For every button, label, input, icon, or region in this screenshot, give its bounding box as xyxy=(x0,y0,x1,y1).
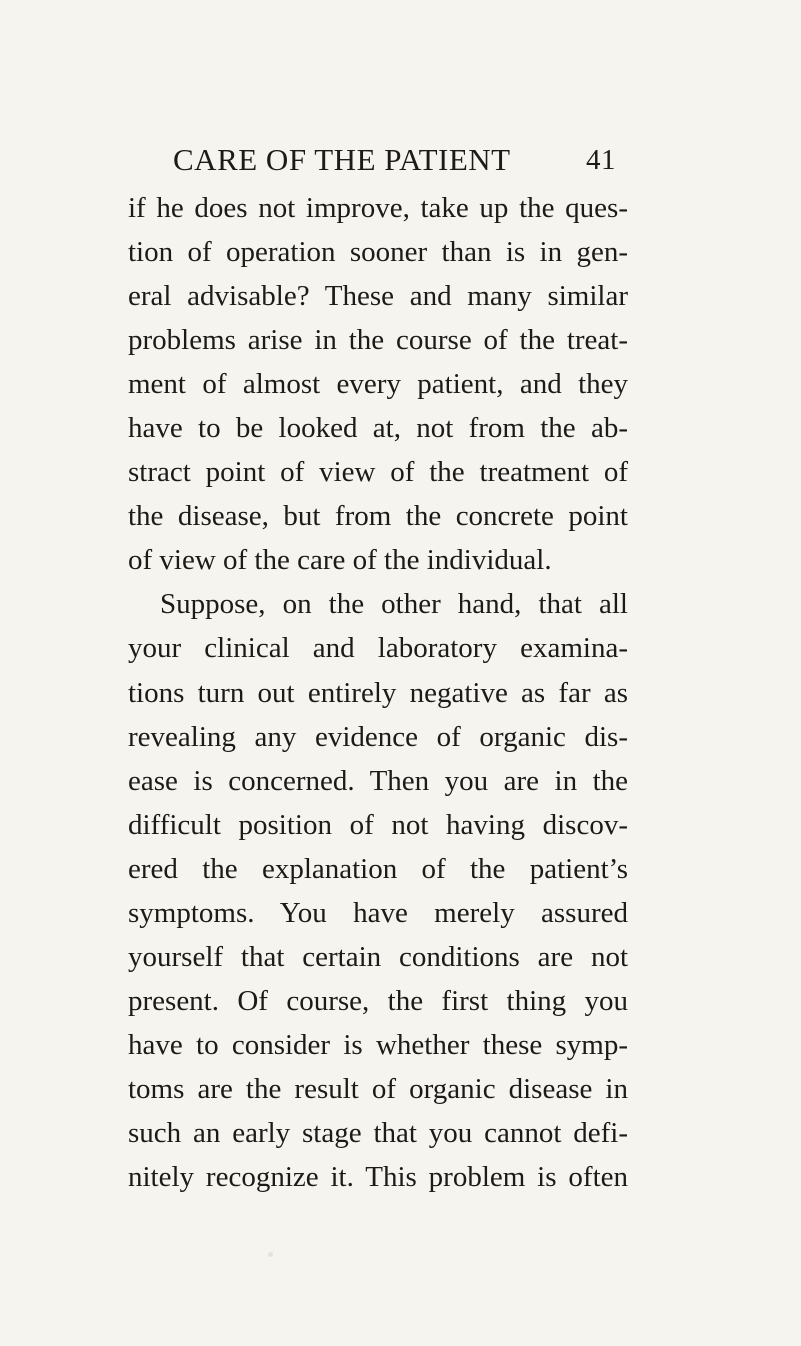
body-text xyxy=(128,186,628,1199)
text-line: tion of operation sooner than is in gen- xyxy=(128,236,628,269)
text-line: nitely recognize it. This problem is often xyxy=(128,1161,628,1194)
text-line: ment of almost every patient, and they xyxy=(128,368,628,401)
paper-speck xyxy=(268,1252,273,1257)
text-line: ered the explanation of the patient’s xyxy=(128,852,628,885)
text-line: your clinical and laboratory examina- xyxy=(128,632,628,665)
text-line: stract point of view of the treatment of xyxy=(128,456,628,489)
text-line: tions turn out entirely negative as far as xyxy=(128,676,628,709)
text-line: have to be looked at, not from the ab- xyxy=(128,412,628,445)
text-line: if he does not improve, take up the ques- xyxy=(128,192,628,224)
text-line: the disease, but from the concrete point xyxy=(128,500,628,533)
paragraph-first-line: Suppose, on the other hand, that all xyxy=(160,588,628,621)
text-line: symptoms. You have merely assured xyxy=(128,896,628,929)
page-header xyxy=(173,138,633,182)
text-line: such an early stage that you cannot defi- xyxy=(128,1116,628,1149)
text-line: of view of the care of the individual. xyxy=(128,544,552,577)
text-line: present. Of course, the first thing you xyxy=(128,984,628,1017)
page-number: 41 xyxy=(586,144,616,176)
text-line: yourself that certain conditions are not xyxy=(128,940,628,973)
text-line: difficult position of not having discov- xyxy=(128,808,628,841)
text-line: have to consider is whether these symp- xyxy=(128,1028,628,1061)
text-line: problems arise in the course of the treat- xyxy=(128,324,628,357)
running-head: CARE OF THE PATIENT xyxy=(173,142,511,177)
text-line: ease is concerned. Then you are in the xyxy=(128,764,628,797)
text-line: eral advisable? These and many similar xyxy=(128,280,628,313)
text-line: toms are the result of organic disease in xyxy=(128,1072,628,1105)
text-line: revealing any evidence of organic dis- xyxy=(128,720,628,753)
